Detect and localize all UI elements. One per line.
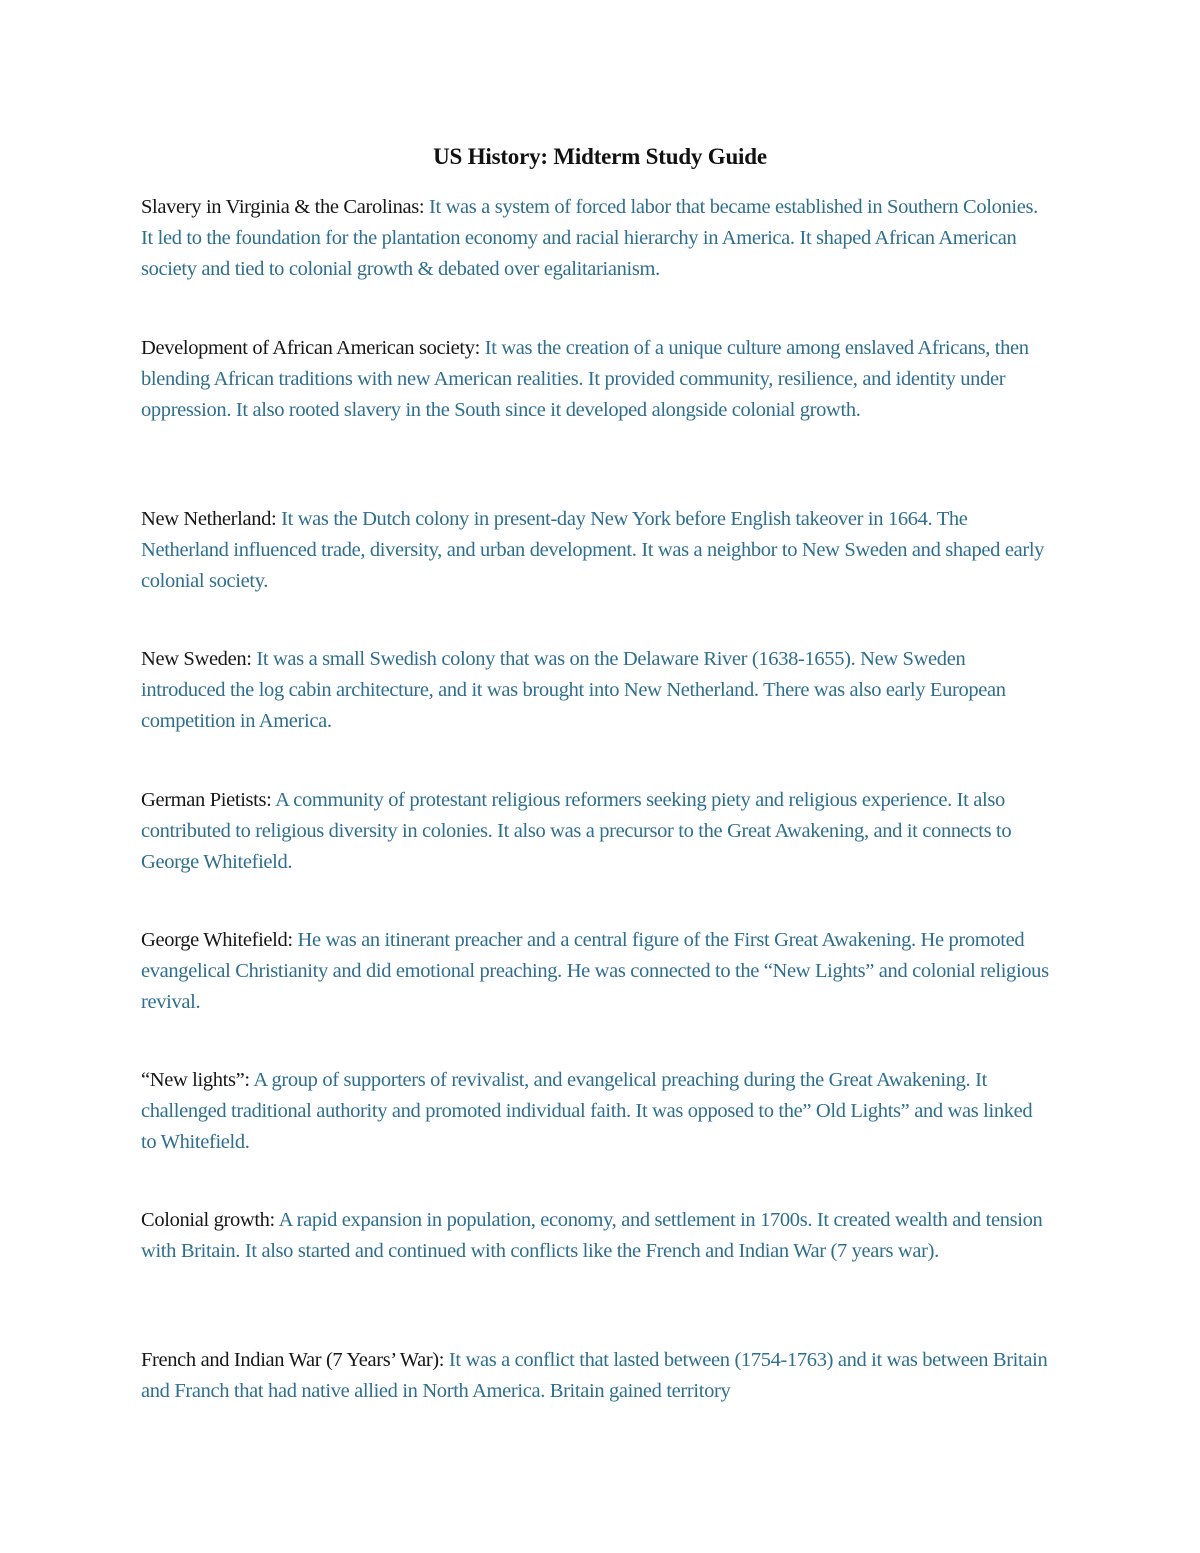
entry-german-pietists	[141, 785, 1051, 878]
entry-term: French and Indian War (7 Years’ War):	[141, 1349, 449, 1371]
entry-definition: It was the Dutch colony in present-day New York before English takeover in 1664. The Netherland influenced trade, diversity, and urban development. It was a neighbor to New Sweden and shaped early colonial society.	[141, 508, 1045, 592]
entry-definition: A community of protestant religious reformers seeking piety and religious experience. It also contributed to religious diversity in colonies. It also was a precursor to the Great Awakening, and it connects to George Whitefield.	[141, 789, 1012, 873]
entry-new-netherland	[141, 504, 1051, 597]
entry-slavery	[141, 192, 1051, 285]
entry-term: New Netherland:	[141, 508, 282, 530]
entry-term: Development of African American society:	[141, 337, 485, 359]
entry-definition: It was a small Swedish colony that was on the Delaware River (1638-1655). New Sweden introduced the log cabin architecture, and it was brought into New Netherland. There was also early European competition in America.	[141, 648, 1006, 732]
entry-definition: It was the creation of a unique culture among enslaved Africans, then blending African traditions with new American realities. It provided community, resilience, and identity under oppression. It also rooted slavery in the South since it developed alongside colonial growth.	[141, 337, 1029, 421]
document-title: US History: Midterm Study Guide	[433, 144, 767, 169]
entry-term: George Whitefield:	[141, 929, 298, 951]
entry-definition: It was a system of forced labor that became established in Southern Colonies. It led to the foundation for the plantation economy and racial hierarchy in America. It shaped African American society and tied to colonial growth & debated over egalitarianism.	[141, 196, 1038, 280]
entry-definition: He was an itinerant preacher and a central figure of the First Great Awakening. He promoted evangelical Christianity and did emotional preaching. He was connected to the “New Lights” and colonial religious revival.	[141, 929, 1049, 1013]
entry-french-indian-war	[141, 1345, 1051, 1407]
entry-definition: A rapid expansion in population, economy, and settlement in 1700s. It created wealth and tension with Britain. It also started and continued with conflicts like the French and Indian War (7 years war).	[141, 1209, 1043, 1262]
entry-definition: It was a conflict that lasted between (1754-1763) and it was between Britain and Franch that had native allied in North America. Britain gained territory	[141, 1349, 1048, 1402]
entry-george-whitefield	[141, 925, 1051, 1018]
entry-new-sweden	[141, 644, 1051, 737]
entry-african-american-society	[141, 333, 1051, 426]
entry-term: German Pietists:	[141, 789, 276, 811]
entry-new-lights	[141, 1065, 1051, 1158]
entry-definition: A group of supporters of revivalist, and evangelical preaching during the Great Awakening. It challenged traditional authority and promoted individual faith. It was opposed to the” Old Lights” and was linked to Whitefield.	[141, 1069, 1033, 1153]
entry-term: New Sweden:	[141, 648, 257, 670]
entry-term: “New lights”:	[141, 1069, 254, 1091]
entry-term: Slavery in Virginia & the Carolinas:	[141, 196, 429, 218]
entry-term: Colonial growth:	[141, 1209, 279, 1231]
entry-colonial-growth	[141, 1205, 1051, 1267]
